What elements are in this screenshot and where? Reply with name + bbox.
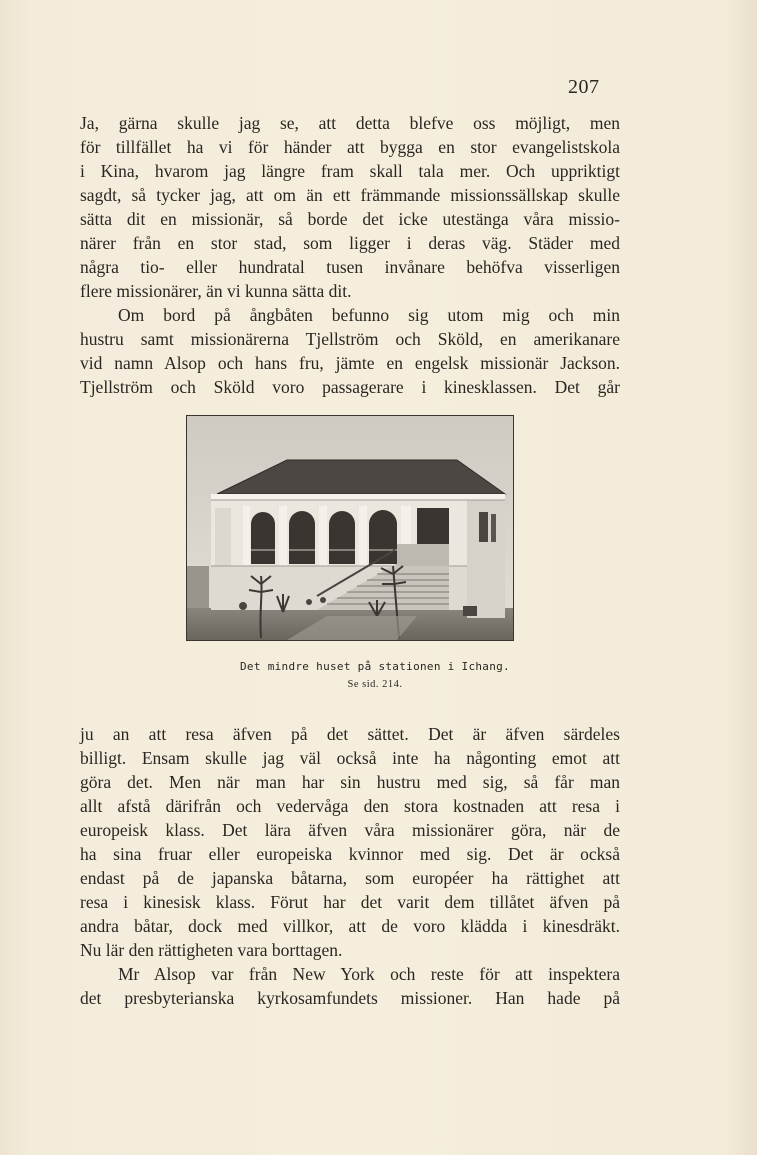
text-line: i Kina, hvarom jag längre fram skall tala mer. Och uppriktigt (80, 161, 620, 181)
page-number: 207 (568, 76, 600, 98)
text-line: flere missionärer, än vi kunna sätta dit. (80, 281, 352, 301)
text-line: resa i kinesisk klass. Förut har det varit dem tillåtet äfven på (80, 892, 620, 912)
text-line: det presbyterianska kyrkosamfundets missioner. Han hade på (80, 988, 620, 1008)
text-line: endast på de japanska båtarna, som européer ha rättighet att (80, 868, 620, 888)
text-line: sätta dit en missionär, så borde det icke utestänga våra missio- (80, 209, 620, 229)
text-line: Nu lär den rättigheten vara borttagen. (80, 940, 343, 960)
text-line: närer från en stor stad, som ligger i deras väg. Städer med (80, 233, 620, 253)
text-line: ju an att resa äfven på det sättet. Det är äfven särdeles (80, 724, 620, 744)
figure-reference: Se sid. 214. (347, 679, 403, 690)
text-line: allt afstå därifrån och vedervåga den stora kostnaden att resa i (80, 796, 620, 816)
text-line: vid namn Alsop och hans fru, jämte en engelsk missionär Jackson. (80, 353, 620, 373)
text-line: göra det. Men när man har sin hustru med sig, så får man (80, 772, 620, 792)
text-line: Tjellström och Sköld voro passagerare i kinesklassen. Det går (80, 377, 620, 397)
text-line: hustru samt missionärerna Tjellström och Sköld, en amerikanare (80, 329, 620, 349)
text-line: Mr Alsop var från New York och reste för att inspektera (118, 964, 620, 984)
text-line: billigt. Ensam skulle jag väl också inte ha någonting emot att (80, 748, 620, 768)
text-line: Om bord på ångbåten befunno sig utom mig och min (118, 305, 620, 325)
figure-caption: Det mindre huset på stationen i Ichang. (240, 660, 510, 673)
text-line: europeisk klass. Det lära äfven våra missionärer göra, när de (80, 820, 620, 840)
body-text-top (80, 111, 620, 399)
text-line: några tio- eller hundratal tusen invånare behöfva visserligen (80, 257, 620, 277)
body-text-bottom (80, 722, 620, 1010)
text-line: Ja, gärna skulle jag se, att detta blefve oss möjligt, men (80, 113, 620, 133)
house-illustration (187, 416, 513, 640)
text-line: sagdt, så tycker jag, att om än ett främmande missionssällskap skulle (80, 185, 620, 205)
house-photograph (186, 415, 514, 641)
text-line: för tillfället ha vi för händer att bygga en stor evangelistskola (80, 137, 620, 157)
text-line: ha sina fruar eller europeiska kvinnor med sig. Det är också (80, 844, 620, 864)
text-line: andra båtar, dock med villkor, att de voro klädda i kinesdräkt. (80, 916, 620, 936)
